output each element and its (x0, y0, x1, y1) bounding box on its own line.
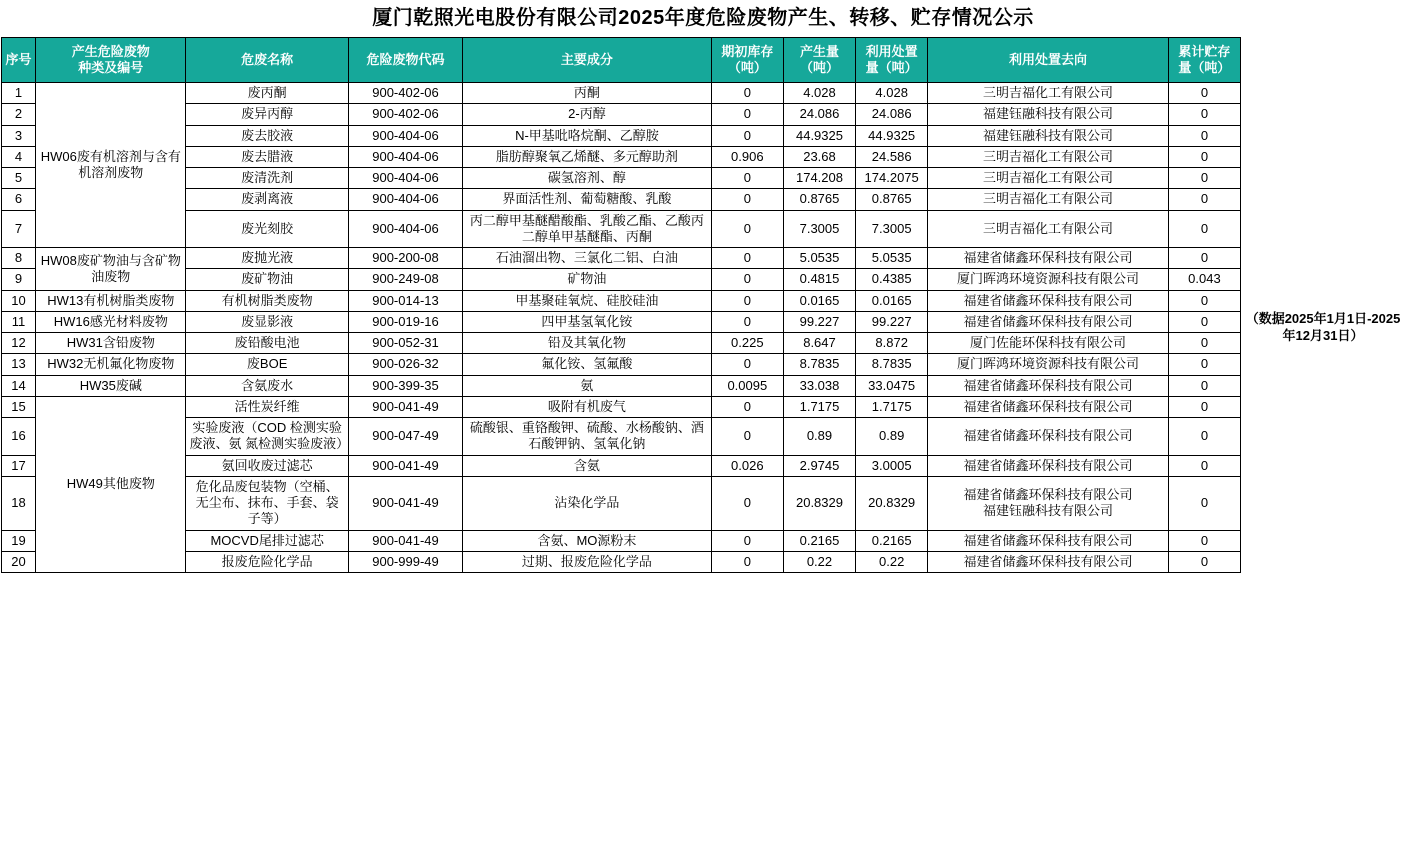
cell-waste-name: 废异丙醇 (186, 104, 348, 125)
cell-disposed: 3.0005 (856, 455, 928, 476)
cell-index: 4 (2, 146, 36, 167)
table-row (2, 476, 1406, 530)
table-row (2, 168, 1406, 189)
cell-opening-stock: 0 (711, 269, 783, 290)
cell-stored: 0 (1168, 455, 1240, 476)
cell-destination: 福建钰融科技有限公司 (928, 125, 1169, 146)
cell-waste-code: 900-399-35 (348, 375, 462, 396)
cell-opening-stock: 0 (711, 168, 783, 189)
table-row (2, 290, 1406, 311)
cell-disposed: 1.7175 (856, 396, 928, 417)
col-header-category (36, 38, 186, 83)
cell-disposed: 0.2165 (856, 530, 928, 551)
cell-stored: 0.043 (1168, 269, 1240, 290)
cell-disposed: 44.9325 (856, 125, 928, 146)
cell-category: HW31含铅废物 (36, 333, 186, 354)
cell-waste-code: 900-047-49 (348, 418, 462, 456)
table-row (2, 354, 1406, 375)
cell-index: 12 (2, 333, 36, 354)
cell-category: HW32无机氟化物废物 (36, 354, 186, 375)
col-header-disposed-l1: 利用处置 (865, 43, 918, 59)
cell-waste-name: MOCVD尾排过滤芯 (186, 530, 348, 551)
cell-generated: 0.0165 (783, 290, 855, 311)
cell-category: HW16感光材料废物 (36, 311, 186, 332)
cell-index: 3 (2, 125, 36, 146)
cell-stored: 0 (1168, 290, 1240, 311)
col-header-generated-l2: （吨） (799, 60, 839, 75)
cell-opening-stock: 0 (711, 476, 783, 530)
side-note-header-cell (1241, 38, 1405, 83)
cell-composition: 脂肪醇聚氧乙烯醚、多元醇助剂 (463, 146, 712, 167)
cell-destination: 厦门佐能环保科技有限公司 (928, 333, 1169, 354)
cell-opening-stock: 0 (711, 311, 783, 332)
cell-destination: 福建省储鑫环保科技有限公司 (928, 396, 1169, 417)
table-row (2, 146, 1406, 167)
page-title: 厦门乾照光电股份有限公司2025年度危险废物产生、转移、贮存情况公示 (372, 7, 1034, 29)
cell-opening-stock: 0 (711, 530, 783, 551)
col-header-waste-name-l1: 危废名称 (241, 51, 294, 67)
table-row (2, 530, 1406, 551)
cell-waste-name: 废抛光液 (186, 248, 348, 269)
cell-waste-code: 900-404-06 (348, 125, 462, 146)
cell-waste-code: 900-052-31 (348, 333, 462, 354)
table-row (2, 125, 1406, 146)
cell-waste-name: 氨回收废过滤芯 (186, 455, 348, 476)
cell-disposed: 0.89 (856, 418, 928, 456)
cell-disposed: 33.0475 (856, 375, 928, 396)
cell-destination: 福建省储鑫环保科技有限公司 (928, 551, 1169, 572)
cell-index: 15 (2, 396, 36, 417)
cell-generated: 174.208 (783, 168, 855, 189)
cell-disposed: 4.028 (856, 83, 928, 104)
cell-composition: 吸附有机废气 (463, 396, 712, 417)
cell-generated: 5.0535 (783, 248, 855, 269)
cell-destination: 厦门晖鸿环境资源科技有限公司 (928, 269, 1169, 290)
cell-destination: 福建省储鑫环保科技有限公司 (928, 375, 1169, 396)
cell-generated: 0.2165 (783, 530, 855, 551)
cell-stored: 0 (1168, 530, 1240, 551)
cell-stored: 0 (1168, 83, 1240, 104)
cell-composition: 氨 (463, 375, 712, 396)
cell-index: 2 (2, 104, 36, 125)
cell-composition: 石油溜出物、三氯化二铝、白油 (463, 248, 712, 269)
cell-category: HW08废矿物油与含矿物油废物 (36, 248, 186, 291)
table-row (2, 455, 1406, 476)
cell-generated: 1.7175 (783, 396, 855, 417)
cell-opening-stock: 0 (711, 418, 783, 456)
cell-waste-name: 废铅酸电池 (186, 333, 348, 354)
table-row (2, 248, 1406, 269)
table-row (2, 210, 1406, 248)
col-header-opening-stock-l2: （吨） (727, 60, 767, 75)
cell-waste-name: 废剥离液 (186, 189, 348, 210)
col-header-category-l1: 产生危险废物 (71, 43, 150, 59)
cell-disposed: 5.0535 (856, 248, 928, 269)
cell-disposed: 20.8329 (856, 476, 928, 530)
cell-composition: 界面活性剂、葡萄糖酸、乳酸 (463, 189, 712, 210)
col-header-destination (928, 38, 1169, 83)
cell-index: 7 (2, 210, 36, 248)
col-header-index-l1: 序号 (5, 51, 32, 67)
cell-stored: 0 (1168, 333, 1240, 354)
col-header-generated-l1: 产生量 (799, 43, 839, 59)
cell-destination: 福建省储鑫环保科技有限公司 (928, 248, 1169, 269)
col-header-stored-l2: 量（吨） (1178, 60, 1231, 75)
cell-waste-name: 废BOE (186, 354, 348, 375)
cell-generated: 8.647 (783, 333, 855, 354)
cell-waste-code: 900-200-08 (348, 248, 462, 269)
cell-opening-stock: 0.026 (711, 455, 783, 476)
col-header-disposed-l2: 量（吨） (865, 60, 918, 75)
cell-destination: 三明吉福化工有限公司 (928, 189, 1169, 210)
col-header-index (2, 38, 36, 83)
col-header-category-l2: 种类及编号 (78, 60, 144, 75)
cell-opening-stock: 0 (711, 248, 783, 269)
col-header-opening-stock (711, 38, 783, 83)
cell-generated: 8.7835 (783, 354, 855, 375)
table-row (2, 333, 1406, 354)
table-row (2, 418, 1406, 456)
col-header-waste-code-l1: 危险废物代码 (366, 51, 445, 67)
cell-composition: 沾染化学品 (463, 476, 712, 530)
cell-waste-name: 废去胶液 (186, 125, 348, 146)
cell-waste-name: 废丙酮 (186, 83, 348, 104)
cell-stored: 0 (1168, 248, 1240, 269)
cell-index: 18 (2, 476, 36, 530)
table-row (2, 551, 1406, 572)
cell-composition: 2-丙醇 (463, 104, 712, 125)
cell-generated: 23.68 (783, 146, 855, 167)
cell-destination: 福建省储鑫环保科技有限公司 福建钰融科技有限公司 (928, 476, 1169, 530)
cell-stored: 0 (1168, 476, 1240, 530)
cell-opening-stock: 0 (711, 396, 783, 417)
cell-destination: 三明吉福化工有限公司 (928, 146, 1169, 167)
cell-index: 9 (2, 269, 36, 290)
cell-waste-code: 900-402-06 (348, 104, 462, 125)
cell-stored: 0 (1168, 168, 1240, 189)
cell-composition: 氟化铵、氢氟酸 (463, 354, 712, 375)
cell-waste-name: 废矿物油 (186, 269, 348, 290)
cell-generated: 4.028 (783, 83, 855, 104)
cell-opening-stock: 0 (711, 189, 783, 210)
cell-waste-code: 900-404-06 (348, 189, 462, 210)
cell-composition: 过期、报废危险化学品 (463, 551, 712, 572)
cell-generated: 0.22 (783, 551, 855, 572)
cell-opening-stock: 0 (711, 83, 783, 104)
cell-disposed: 7.3005 (856, 210, 928, 248)
cell-waste-code: 900-041-49 (348, 455, 462, 476)
cell-waste-code: 900-019-16 (348, 311, 462, 332)
table-header (2, 38, 1406, 83)
hazardous-waste-table (1, 37, 1405, 573)
cell-composition: 甲基聚硅氧烷、硅胶硅油 (463, 290, 712, 311)
cell-waste-code: 900-404-06 (348, 210, 462, 248)
cell-stored: 0 (1168, 125, 1240, 146)
cell-opening-stock: 0.0095 (711, 375, 783, 396)
cell-disposed: 0.22 (856, 551, 928, 572)
cell-destination: 福建省储鑫环保科技有限公司 (928, 455, 1169, 476)
cell-composition: 四甲基氢氧化铵 (463, 311, 712, 332)
cell-index: 1 (2, 83, 36, 104)
cell-generated: 0.8765 (783, 189, 855, 210)
cell-waste-name: 危化品废包装物（空桶、无尘布、抹布、手套、袋子等） (186, 476, 348, 530)
cell-stored: 0 (1168, 418, 1240, 456)
col-header-destination-l1: 利用处置去向 (1009, 51, 1088, 67)
cell-waste-code: 900-041-49 (348, 530, 462, 551)
cell-generated: 20.8329 (783, 476, 855, 530)
cell-stored: 0 (1168, 354, 1240, 375)
cell-category: HW13有机树脂类废物 (36, 290, 186, 311)
cell-waste-name: 有机树脂类废物 (186, 290, 348, 311)
cell-composition: 含氨 (463, 455, 712, 476)
table-row (2, 189, 1406, 210)
cell-index: 6 (2, 189, 36, 210)
cell-destination: 三明吉福化工有限公司 (928, 210, 1169, 248)
cell-index: 10 (2, 290, 36, 311)
cell-waste-code: 900-041-49 (348, 476, 462, 530)
cell-destination: 福建省储鑫环保科技有限公司 (928, 530, 1169, 551)
cell-destination: 福建钰融科技有限公司 (928, 104, 1169, 125)
cell-waste-code: 900-014-13 (348, 290, 462, 311)
cell-composition: 含氨、MO源粉末 (463, 530, 712, 551)
cell-composition: 碳氢溶剂、醇 (463, 168, 712, 189)
cell-stored: 0 (1168, 551, 1240, 572)
cell-destination: 厦门晖鸿环境资源科技有限公司 (928, 354, 1169, 375)
cell-waste-name: 报废危险化学品 (186, 551, 348, 572)
cell-generated: 24.086 (783, 104, 855, 125)
cell-opening-stock: 0 (711, 210, 783, 248)
cell-composition: 丙酮 (463, 83, 712, 104)
cell-stored: 0 (1168, 375, 1240, 396)
cell-disposed: 24.586 (856, 146, 928, 167)
cell-destination: 三明吉福化工有限公司 (928, 168, 1169, 189)
cell-opening-stock: 0 (711, 354, 783, 375)
col-header-stored-l1: 累计贮存 (1178, 43, 1231, 59)
cell-index: 11 (2, 311, 36, 332)
cell-destination: 福建省储鑫环保科技有限公司 (928, 290, 1169, 311)
cell-opening-stock: 0 (711, 551, 783, 572)
header-row (2, 38, 1406, 83)
cell-disposed: 8.872 (856, 333, 928, 354)
col-header-generated (783, 38, 855, 83)
cell-disposed: 24.086 (856, 104, 928, 125)
cell-generated: 7.3005 (783, 210, 855, 248)
cell-index: 17 (2, 455, 36, 476)
col-header-opening-stock-l1: 期初库存 (721, 43, 774, 59)
cell-composition: 丙二醇甲基醚醋酸酯、乳酸乙酯、乙酸丙二醇单甲基醚酯、丙酮 (463, 210, 712, 248)
cell-destination: 福建省储鑫环保科技有限公司 (928, 418, 1169, 456)
cell-category: HW35废碱 (36, 375, 186, 396)
cell-waste-name: 实验废液（COD 检测实验废液、氨 氮检测实验废液） (186, 418, 348, 456)
cell-stored: 0 (1168, 210, 1240, 248)
cell-stored: 0 (1168, 189, 1240, 210)
cell-generated: 44.9325 (783, 125, 855, 146)
cell-waste-name: 废光刻胶 (186, 210, 348, 248)
cell-waste-name: 活性炭纤维 (186, 396, 348, 417)
cell-waste-code: 900-026-32 (348, 354, 462, 375)
cell-waste-name: 废去腊液 (186, 146, 348, 167)
cell-generated: 99.227 (783, 311, 855, 332)
cell-destination: 三明吉福化工有限公司 (928, 83, 1169, 104)
cell-category: HW06废有机溶剂与含有机溶剂废物 (36, 83, 186, 248)
cell-waste-name: 废显影液 (186, 311, 348, 332)
col-header-composition-l1: 主要成分 (560, 51, 613, 67)
cell-index: 19 (2, 530, 36, 551)
cell-disposed: 0.4385 (856, 269, 928, 290)
cell-generated: 0.89 (783, 418, 855, 456)
cell-composition: 硫酸银、重铬酸钾、硫酸、水杨酸钠、酒石酸钾钠、氢氧化钠 (463, 418, 712, 456)
col-header-composition (463, 38, 712, 83)
cell-category: HW49其他废物 (36, 396, 186, 572)
cell-opening-stock: 0 (711, 290, 783, 311)
cell-stored: 0 (1168, 104, 1240, 125)
cell-opening-stock: 0 (711, 125, 783, 146)
table-row (2, 104, 1406, 125)
cell-disposed: 174.2075 (856, 168, 928, 189)
col-header-disposed (856, 38, 928, 83)
cell-waste-code: 900-249-08 (348, 269, 462, 290)
cell-generated: 33.038 (783, 375, 855, 396)
cell-waste-code: 900-404-06 (348, 146, 462, 167)
cell-generated: 0.4815 (783, 269, 855, 290)
cell-stored: 0 (1168, 396, 1240, 417)
cell-waste-name: 含氨废水 (186, 375, 348, 396)
cell-disposed: 0.8765 (856, 189, 928, 210)
cell-disposed: 99.227 (856, 311, 928, 332)
table-row (2, 269, 1406, 290)
cell-disposed: 0.0165 (856, 290, 928, 311)
cell-index: 5 (2, 168, 36, 189)
table-row (2, 83, 1406, 104)
cell-index: 14 (2, 375, 36, 396)
table-row (2, 311, 1406, 332)
cell-waste-code: 900-041-49 (348, 396, 462, 417)
cell-composition: N-甲基吡咯烷酮、乙醇胺 (463, 125, 712, 146)
col-header-waste-code (348, 38, 462, 83)
cell-destination: 福建省储鑫环保科技有限公司 (928, 311, 1169, 332)
cell-index: 8 (2, 248, 36, 269)
cell-waste-name: 废清洗剂 (186, 168, 348, 189)
cell-composition: 矿物油 (463, 269, 712, 290)
cell-index: 13 (2, 354, 36, 375)
cell-generated: 2.9745 (783, 455, 855, 476)
cell-opening-stock: 0.225 (711, 333, 783, 354)
cell-waste-code: 900-404-06 (348, 168, 462, 189)
cell-waste-code: 900-999-49 (348, 551, 462, 572)
table-row (2, 396, 1406, 417)
cell-index: 20 (2, 551, 36, 572)
cell-disposed: 8.7835 (856, 354, 928, 375)
cell-opening-stock: 0.906 (711, 146, 783, 167)
col-header-stored (1168, 38, 1240, 83)
cell-index: 16 (2, 418, 36, 456)
col-header-waste-name (186, 38, 348, 83)
cell-opening-stock: 0 (711, 104, 783, 125)
cell-stored: 0 (1168, 146, 1240, 167)
cell-stored: 0 (1168, 311, 1240, 332)
table-row (2, 375, 1406, 396)
side-note: （数据2025年1月1日-2025年12月31日） (1241, 83, 1405, 573)
cell-waste-code: 900-402-06 (348, 83, 462, 104)
table-body (2, 83, 1406, 573)
cell-composition: 铅及其氧化物 (463, 333, 712, 354)
